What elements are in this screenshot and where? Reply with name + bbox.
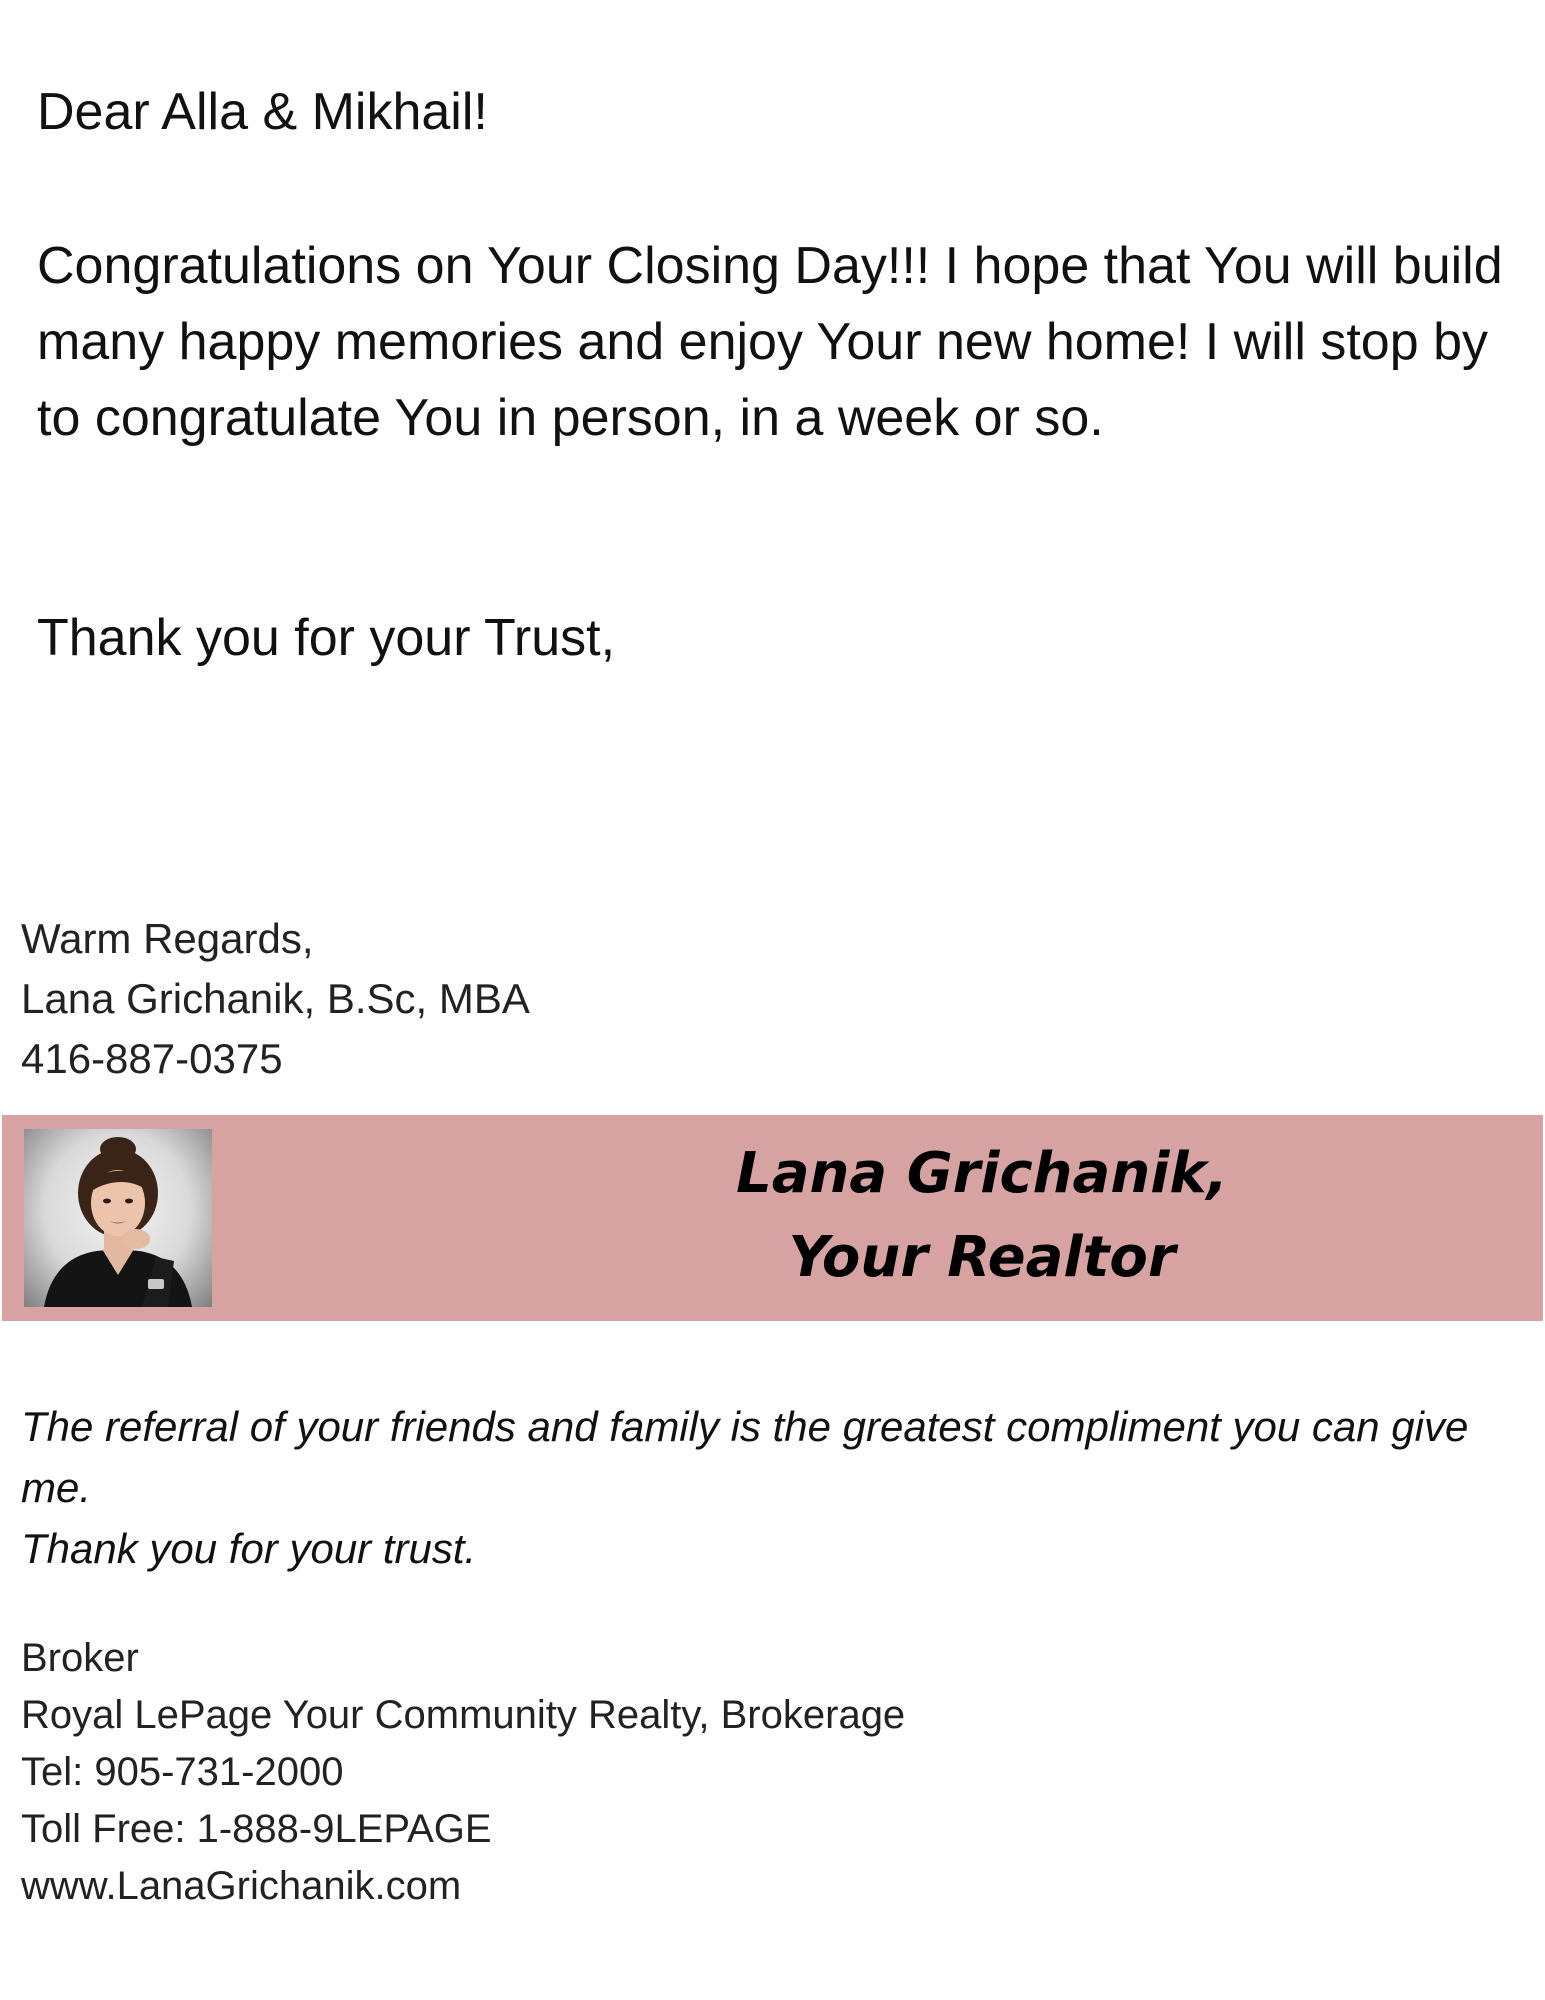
closing-line: Thank you for your Trust,	[37, 609, 616, 667]
referral-quote	[21, 1396, 1521, 1579]
signature-regards: Warm Regards,	[21, 915, 314, 962]
greeting: Dear Alla & Mikhail!	[37, 83, 488, 141]
quote-line-2: Thank you for your trust.	[21, 1525, 477, 1572]
footer-tel: Tel: 905-731-2000	[21, 1750, 344, 1794]
letter-body: Congratulations on Your Closing Day!!! I hope that You will build many happy memories and enjoy Your new home! I will stop by to congratulate You in person, in a week or so.	[37, 237, 1503, 447]
footer-title: Broker	[21, 1636, 139, 1680]
banner-title-line1: Lana Grichanik,	[736, 1141, 1228, 1206]
quote-line-1: The referral of your friends and family is the greatest compliment you can give me.	[21, 1403, 1469, 1511]
signature-name: Lana Grichanik, B.Sc, MBA	[21, 975, 530, 1022]
footer-toll-free: Toll Free: 1-888-9LEPAGE	[21, 1807, 492, 1851]
portrait-illustration	[24, 1129, 212, 1307]
signature-phone: 416-887-0375	[21, 1035, 283, 1082]
footer-company: Royal LePage Your Community Realty, Brokerage	[21, 1693, 906, 1737]
footer-website-link[interactable]: www.LanaGrichanik.com	[21, 1864, 462, 1908]
realtor-banner	[2, 1115, 1543, 1321]
realtor-photo	[24, 1129, 212, 1307]
banner-title-line2: Your Realtor	[788, 1225, 1176, 1290]
